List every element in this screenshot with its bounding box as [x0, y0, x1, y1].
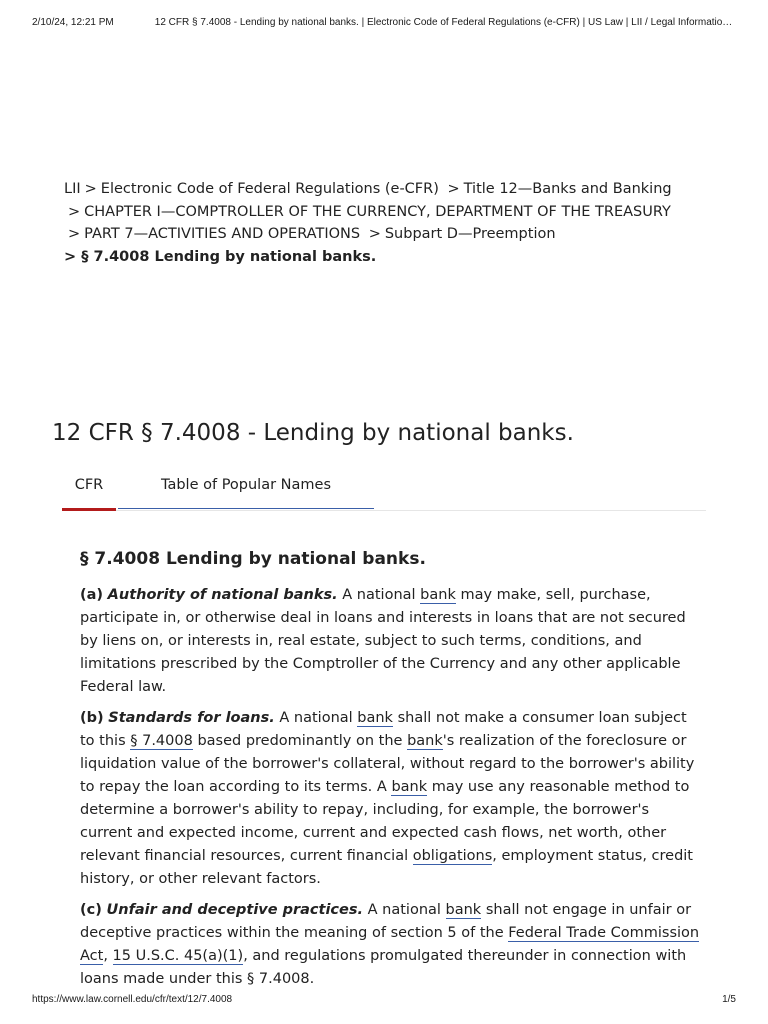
print-footer	[32, 994, 736, 1005]
breadcrumb-lii-link[interactable]: LII	[64, 181, 81, 197]
definition-link-bank[interactable]: bank	[391, 779, 428, 795]
breadcrumb-chapter-link[interactable]: CHAPTER I—COMPTROLLER OF THE CURRENCY, DEPARTMENT OF THE TREASURY	[84, 203, 671, 220]
paragraph-text: may use any reasonable method to determine a borrower's ability to repay, including, for example, the borrower's current and expected income, current and expected cash flows, net worth, other relevant financial resources, current financial	[80, 779, 690, 864]
paragraph-a	[80, 584, 700, 699]
tab-bar	[62, 470, 706, 511]
breadcrumb-line-3	[64, 223, 724, 246]
breadcrumb-subpart-link[interactable]: Subpart D—Preemption	[384, 226, 556, 243]
definition-link-bank[interactable]: bank	[407, 733, 443, 749]
paragraph-heading: Unfair and deceptive practices.	[106, 902, 364, 918]
definition-link-bank[interactable]: bank	[420, 587, 456, 603]
paragraph-enum: (b)	[80, 710, 104, 726]
paragraph-text: A national	[274, 710, 358, 726]
breadcrumb-line-4	[64, 246, 724, 269]
breadcrumb-line-2	[64, 201, 724, 224]
page-title: 12 CFR § 7.4008 - Lending by national banks.	[52, 420, 574, 446]
section-link-7-4008[interactable]: § 7.4008	[130, 733, 193, 749]
paragraph-text: shall not make a consumer loan subject to this	[80, 710, 687, 749]
breadcrumb-line-1	[64, 178, 724, 201]
breadcrumb-separator: >	[447, 181, 460, 197]
paragraph-heading: Standards for loans.	[108, 710, 275, 726]
paragraph-c	[80, 899, 700, 991]
section-content	[80, 546, 700, 999]
paragraph-text: A national	[363, 902, 446, 918]
paragraph-text: shall not engage in unfair or deceptive practices within the meaning of section 5 of the	[80, 902, 692, 941]
paragraph-text: A national	[337, 587, 421, 603]
print-datetime: 2/10/24, 12:21 PM	[32, 17, 114, 28]
paragraph-text: , employment status, credit history, or other relevant factors.	[80, 848, 693, 887]
paragraph-text: based predominantly on the	[192, 733, 408, 749]
paragraph-text: , and regulations promulgated thereunder in connection with loans made under this § 7.4008.	[80, 948, 687, 987]
ftc-act-link[interactable]: Federal Trade Commission Act	[80, 925, 700, 964]
breadcrumb-separator: >	[368, 226, 381, 243]
usc-citation-link[interactable]: 15 U.S.C. 45(a)(1)	[112, 948, 244, 964]
print-page-number: 1/5	[722, 994, 736, 1005]
breadcrumb	[64, 178, 724, 269]
definition-link-bank[interactable]: bank	[445, 902, 482, 918]
breadcrumb-current: > § 7.4008 Lending by national banks.	[64, 249, 377, 266]
paragraph-enum: (a)	[80, 587, 104, 603]
print-header	[32, 17, 738, 28]
breadcrumb-ecfr-link[interactable]: Electronic Code of Federal Regulations (e-CFR)	[100, 181, 439, 197]
breadcrumb-separator: >	[84, 181, 97, 197]
definition-link-obligations[interactable]: obligations	[412, 848, 493, 864]
breadcrumb-separator: >	[68, 203, 81, 220]
tab-table-of-popular-names[interactable]: Table of Popular Names	[118, 470, 374, 509]
paragraph-text: 's realization of the foreclosure or liquidation value of the borrower's collateral, without regard to the borrower's ability to repay the loan according to its terms. A	[80, 733, 695, 795]
paragraph-text: may make, sell, purchase, participate in, or otherwise deal in loans and interests in loans that are not secured by liens on, or interests in, real estate, subject to such terms, conditions, and limitations prescribed by the Comptroller of the Currency and any other applicable Federal law.	[80, 587, 686, 695]
paragraph-heading: Authority of national banks.	[107, 587, 338, 603]
breadcrumb-title-link[interactable]: Title 12—Banks and Banking	[463, 181, 672, 197]
paragraph-text: ,	[103, 948, 113, 964]
print-url: https://www.law.cornell.edu/cfr/text/12/7.4008	[32, 994, 233, 1005]
definition-link-bank[interactable]: bank	[357, 710, 393, 726]
section-heading: § 7.4008 Lending by national banks.	[80, 549, 426, 569]
breadcrumb-part-link[interactable]: PART 7—ACTIVITIES AND OPERATIONS	[84, 226, 361, 243]
tab-cfr[interactable]: CFR	[62, 470, 116, 511]
print-doc-title: 12 CFR § 7.4008 - Lending by national banks. | Electronic Code of Federal Regulations (e-CFR) | US Law | LII / Legal Informatio…	[154, 17, 733, 28]
paragraph-b	[80, 707, 700, 891]
breadcrumb-separator: >	[68, 226, 81, 243]
paragraph-enum: (c)	[80, 902, 102, 918]
